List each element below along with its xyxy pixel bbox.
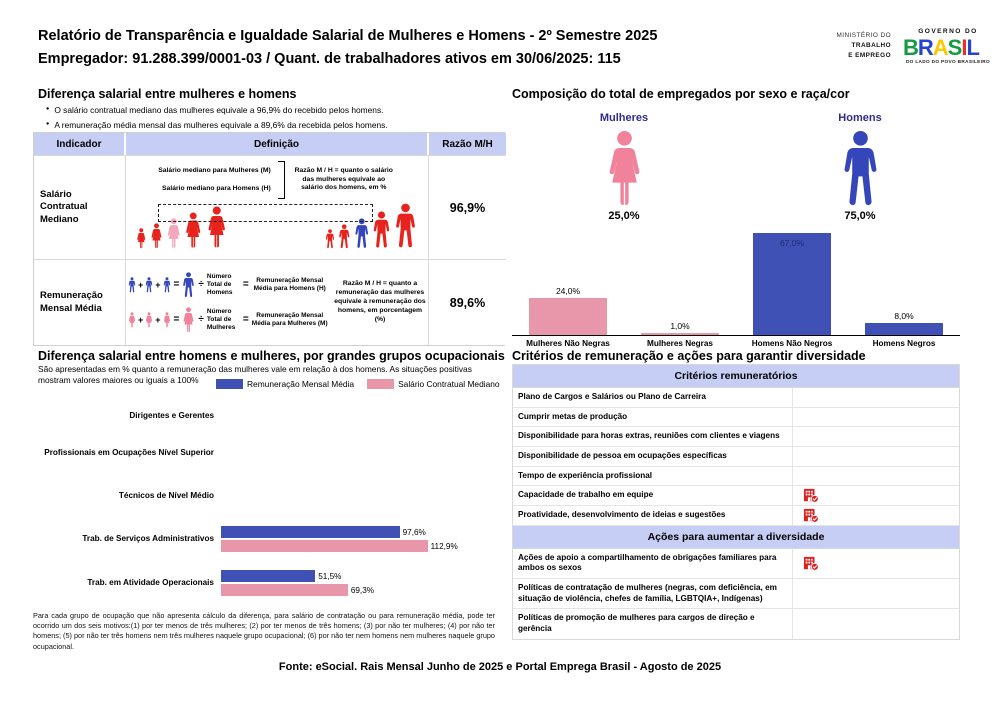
criteria-label: Capacidade de trabalho em equipe bbox=[513, 486, 793, 505]
occupational-footnote: Para cada grupo de ocupação que não apresenta cálculo da diferença, para salário de contratação ou para remuneração média, pode ter ocorrido um dos seis motivos:(1) por ter menos de três mulheres; (2) por ter menos de três homens; (3) por não ter mulheres; (4) por não ter homens; (5) por não ter três homens nem três mulheres naquele grupo ocupacional; (6) por não ter nem homens nem mulheres naquele grupo ocupacional. bbox=[33, 611, 495, 651]
occupational-row bbox=[30, 432, 505, 475]
criteria-section-header: Critérios remuneratórios bbox=[513, 365, 959, 388]
criteria-row bbox=[513, 427, 959, 447]
composition-bar-chart bbox=[512, 224, 960, 348]
occupational-category-label: Trab. de Serviços Administrativos bbox=[82, 533, 214, 543]
criteria-label: Ações de apoio a compartilhamento de obrigações familiares para ambos os sexos bbox=[513, 549, 793, 578]
composition-category-label: Homens Não Negros bbox=[751, 339, 833, 348]
men-divisor-label: Número Total de Homens bbox=[206, 273, 233, 296]
company-check-icon bbox=[803, 556, 819, 571]
composition-category-label: Mulheres Não Negras bbox=[526, 339, 610, 348]
legend-label: Remuneração Mensal Média bbox=[247, 379, 355, 389]
occupational-bar bbox=[221, 584, 348, 596]
divide-operator: ÷ bbox=[198, 314, 204, 325]
salary-gap-title: Diferença salarial entre mulheres e homens bbox=[38, 87, 297, 101]
criteria-status-cell bbox=[793, 579, 959, 608]
composition-category-label: Homens Negros bbox=[872, 339, 936, 348]
criteria-status-cell bbox=[793, 609, 959, 638]
gov-tagline: DO LADO DO POVO BRASILEIRO bbox=[905, 59, 991, 64]
criteria-table bbox=[512, 364, 960, 640]
median-man-figure-icon bbox=[354, 218, 370, 249]
women-share-value: 25,0% bbox=[608, 210, 640, 222]
legend-item bbox=[216, 379, 354, 389]
women-result-label: Remuneração Mensal Média para Mulheres (M) bbox=[251, 312, 328, 327]
women-label: Mulheres bbox=[599, 112, 649, 124]
median-illustration bbox=[128, 200, 426, 250]
source-footer: Fonte: eSocial. Rais Mensal Junho de 2025 e Portal Emprega Brasil - Agosto de 2025 bbox=[278, 661, 722, 673]
bracket-shape bbox=[278, 161, 285, 199]
plus-operator: + bbox=[155, 314, 161, 325]
ministry-logo bbox=[837, 31, 892, 61]
occupational-row bbox=[30, 561, 505, 605]
men-average-formula bbox=[128, 272, 328, 298]
criteria-status-cell bbox=[793, 506, 959, 525]
composition-bar bbox=[753, 233, 831, 335]
woman-figure-icon bbox=[150, 223, 163, 249]
occupational-row bbox=[30, 475, 505, 517]
median-salary-definition bbox=[126, 155, 429, 259]
criteria-status-cell bbox=[793, 427, 959, 446]
average-ratio-note: Razão M / H = quanto a remuneração das mulheres equivale à remuneração dos homens, em porcentagem (%) bbox=[334, 280, 426, 323]
brasil-wordmark-icon bbox=[902, 35, 994, 59]
criteria-status-cell bbox=[793, 388, 959, 407]
criteria-row bbox=[513, 549, 959, 579]
occupational-bars bbox=[221, 570, 505, 597]
legend-item bbox=[367, 379, 500, 389]
column-header-definition: Definição bbox=[126, 133, 429, 155]
man-figure-icon bbox=[163, 277, 171, 293]
composition-category-labels bbox=[512, 336, 960, 348]
composition-bar bbox=[529, 298, 607, 335]
indicator-median-salary: Salário Contratual Mediano bbox=[34, 155, 126, 259]
column-header-ratio: Razão M/H bbox=[429, 133, 506, 155]
man-figure-icon bbox=[145, 277, 153, 293]
man-figure-icon bbox=[325, 229, 335, 249]
criteria-status-cell bbox=[793, 447, 959, 466]
median-selection-box bbox=[158, 204, 373, 222]
man-figure-icon bbox=[338, 224, 351, 249]
government-logos bbox=[798, 28, 995, 64]
man-figure-icon bbox=[841, 130, 880, 208]
salary-gap-table bbox=[33, 132, 505, 346]
man-figure-icon bbox=[128, 277, 136, 293]
composition-bar bbox=[865, 323, 943, 335]
criteria-status-cell bbox=[793, 549, 959, 578]
plus-operator: + bbox=[155, 279, 161, 290]
bar-value-label: 8,0% bbox=[894, 310, 914, 321]
bar-value-label: 67,0% bbox=[779, 237, 805, 248]
ministry-line-3: E EMPREGO bbox=[848, 51, 891, 59]
women-divisor-label: Número Total de Mulheres bbox=[206, 308, 236, 331]
occupational-chart-subtitle: São apresentadas em % quanto a remuneração das mulheres vale em relação à dos homens. As situações positivas mostram valores maiores ou iguais a 100% bbox=[38, 364, 472, 386]
criteria-row bbox=[513, 467, 959, 487]
criteria-label: Disponibilidade de pessoa em ocupações específicas bbox=[513, 447, 793, 466]
plus-operator: + bbox=[138, 314, 144, 325]
women-pictogram bbox=[564, 112, 684, 222]
bar-value-label: 51,5% bbox=[318, 571, 342, 581]
average-pay-definition bbox=[126, 259, 429, 345]
sex-pictograms bbox=[512, 112, 960, 228]
composition-bar-slot bbox=[736, 233, 848, 335]
woman-figure-icon bbox=[163, 312, 171, 328]
criteria-row bbox=[513, 609, 959, 638]
ratio-median-salary: 96,9% bbox=[429, 155, 506, 259]
equals-operator: = bbox=[242, 314, 249, 325]
composition-bar-slot bbox=[624, 321, 736, 335]
governo-do-label: GOVERNO DO bbox=[918, 28, 978, 35]
criteria-status-cell bbox=[793, 486, 959, 505]
median-woman-figure-icon bbox=[166, 218, 182, 249]
equals-operator: = bbox=[242, 279, 249, 290]
bullet-median-salary: ● O salário contratual mediano das mulheres equivale a 96,9% do recebido pelos homens. bbox=[46, 105, 384, 115]
criteria-title: Critérios de remuneração e ações para garantir diversidade bbox=[512, 349, 866, 363]
criteria-label: Disponibilidade para horas extras, reuniões com clientes e viagens bbox=[513, 427, 793, 446]
occupational-category-label: Dirigentes e Gerentes bbox=[129, 410, 214, 420]
ministry-line-1: MINISTÉRIO DO bbox=[836, 32, 891, 40]
divide-operator: ÷ bbox=[198, 279, 204, 290]
report-title: Relatório de Transparência e Igualdade Salarial de Mulheres e Homens - 2º Semestre 2025 bbox=[38, 28, 658, 44]
svg-text:BRASIL: BRASIL bbox=[903, 35, 979, 59]
bullet-icon: ● bbox=[46, 121, 50, 128]
report-header bbox=[38, 28, 657, 67]
criteria-row bbox=[513, 388, 959, 408]
men-share-value: 75,0% bbox=[844, 210, 876, 222]
occupational-bar-line bbox=[221, 584, 505, 597]
man-figure-icon bbox=[182, 272, 195, 298]
chart-legend bbox=[216, 379, 500, 389]
equals-operator: = bbox=[173, 279, 180, 290]
plus-operator: + bbox=[138, 279, 144, 290]
criteria-label: Plano de Cargos e Salários ou Plano de Carreira bbox=[513, 388, 793, 407]
occupational-bar bbox=[221, 526, 400, 538]
median-men-label: Salário mediano para Homens (H) bbox=[162, 184, 271, 192]
ministry-line-2: TRABALHO bbox=[851, 42, 891, 50]
bullet-average-pay: ● A remuneração média mensal das mulheres equivale a 89,6% da recebida pelos homens. bbox=[46, 120, 388, 130]
criteria-label: Políticas de contratação de mulheres (negras, com deficiência, em situação de violência, chefes de família, LGBTQIA+, Indígenas) bbox=[513, 579, 793, 608]
criteria-row bbox=[513, 506, 959, 526]
woman-figure-icon bbox=[605, 130, 644, 208]
governo-do-brasil-logo bbox=[901, 28, 995, 64]
legend-swatch bbox=[216, 379, 243, 389]
occupational-bar-line bbox=[221, 526, 505, 539]
composition-category-label: Mulheres Negras bbox=[647, 339, 713, 348]
criteria-row bbox=[513, 447, 959, 467]
women-average-formula bbox=[128, 307, 328, 333]
report-employer-line: Empregador: 91.288.399/0001-03 / Quant. de trabalhadores ativos em 30/06/2025: 115 bbox=[38, 51, 621, 67]
occupational-category-label: Trab. em Atividade Operacionais bbox=[87, 577, 214, 587]
woman-figure-icon bbox=[136, 228, 147, 249]
composition-plot-area bbox=[512, 224, 960, 336]
occupational-chart-title: Diferença salarial entre homens e mulheres, por grandes grupos ocupacionais bbox=[38, 349, 505, 363]
criteria-label: Políticas de promoção de mulheres para cargos de direção e gerência bbox=[513, 609, 793, 638]
median-ratio-note: Razão M / H = quanto o salário das mulheres equivale ao salário dos homens, em % bbox=[294, 166, 393, 192]
bar-value-label: 1,0% bbox=[670, 321, 690, 331]
man-figure-icon bbox=[372, 211, 391, 249]
occupational-category-label: Profissionais em Ocupações Nível Superior bbox=[44, 448, 214, 458]
men-label: Homens bbox=[838, 112, 882, 124]
criteria-row bbox=[513, 408, 959, 428]
bar-value-label: 112,9% bbox=[430, 541, 458, 551]
salary-gap-bullets bbox=[46, 105, 388, 135]
occupational-bar-chart bbox=[30, 400, 505, 605]
company-check-icon bbox=[803, 488, 819, 503]
legend-swatch bbox=[367, 379, 394, 389]
composition-bar-slot bbox=[512, 286, 624, 335]
bar-value-label: 69,3% bbox=[350, 585, 375, 595]
bar-value-label: 97,6% bbox=[402, 527, 426, 537]
men-result-label: Remuneração Mensal Média para Homens (H) bbox=[253, 277, 326, 292]
occupational-category-label: Técnicos de Nível Médio bbox=[118, 490, 214, 500]
legend-label: Salário Contratual Mediano bbox=[398, 379, 500, 389]
composition-bar-slot bbox=[848, 311, 960, 335]
men-pictogram bbox=[800, 112, 920, 222]
criteria-label: Cumprir metas de produção bbox=[513, 408, 793, 427]
occupational-row bbox=[30, 400, 505, 432]
criteria-section-header: Ações para aumentar a diversidade bbox=[513, 526, 959, 549]
occupational-bar-line bbox=[221, 570, 505, 583]
composition-title: Composição do total de empregados por sexo e raça/cor bbox=[512, 87, 850, 101]
woman-figure-icon bbox=[182, 307, 195, 333]
ratio-average-pay: 89,6% bbox=[429, 259, 506, 345]
indicator-average-pay: Remuneração Mensal Média bbox=[34, 259, 126, 345]
criteria-label: Proatividade, desenvolvimento de ideias e sugestões bbox=[513, 506, 793, 525]
bullet-icon: ● bbox=[46, 106, 50, 113]
occupational-bar-line bbox=[221, 540, 505, 553]
occupational-row bbox=[30, 517, 505, 561]
equals-operator: = bbox=[173, 314, 180, 325]
man-figure-icon bbox=[394, 203, 417, 249]
bar-value-label: 24,0% bbox=[555, 286, 581, 297]
criteria-label: Tempo de experiência profissional bbox=[513, 467, 793, 486]
criteria-status-cell bbox=[793, 467, 959, 486]
occupational-bar bbox=[221, 540, 428, 552]
occupational-bar bbox=[221, 570, 315, 582]
median-women-label: Salário mediano para Mulheres (M) bbox=[158, 166, 271, 174]
occupational-bars bbox=[221, 526, 505, 553]
woman-figure-icon bbox=[128, 312, 136, 328]
woman-figure-icon bbox=[145, 312, 153, 328]
column-header-indicator: Indicador bbox=[34, 133, 126, 155]
criteria-row bbox=[513, 579, 959, 609]
composition-bar bbox=[641, 333, 719, 335]
company-check-icon bbox=[803, 508, 819, 523]
criteria-status-cell bbox=[793, 408, 959, 427]
criteria-row bbox=[513, 486, 959, 506]
